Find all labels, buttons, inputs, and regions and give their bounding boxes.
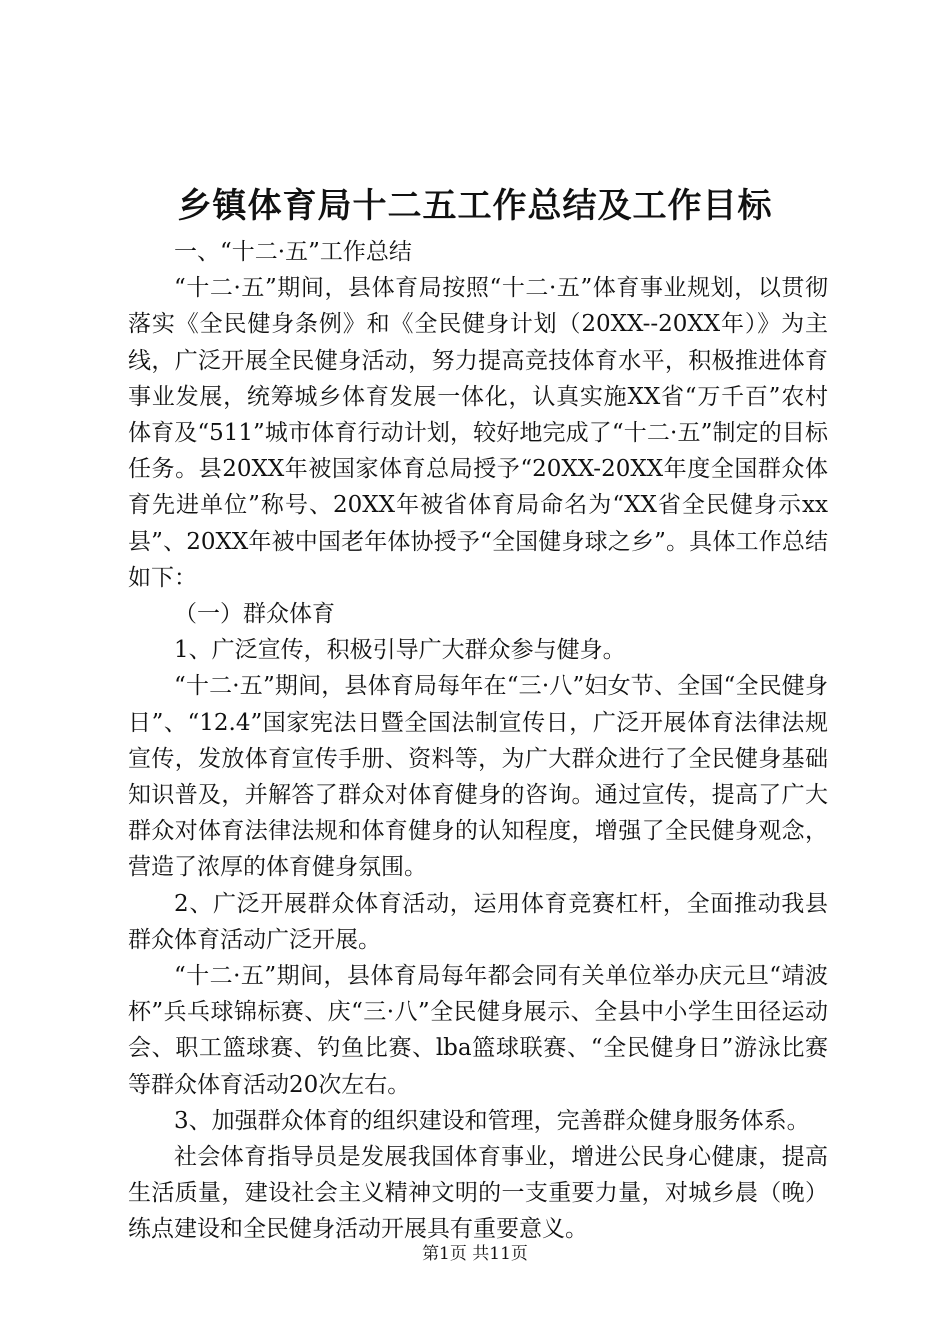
body-paragraph: “十二·五”期间，县体育局每年都会同有关单位举办庆元旦“靖波杯”兵乓球锦标赛、庆“三·八”全民健身展示、全县中小学生田径运动会、职工篮球赛、钓鱼比赛、lba篮球联赛、“全民健身日”游泳比赛等群众体育活动20次左右。 <box>128 963 828 1098</box>
body-paragraph: 社会体育指导员是发展我国体育事业，增进公民身心健康，提高生活质量，建设社会主义精神文明的一支重要力量，对城乡晨（晚）练点建设和全民健身活动开展具有重要意义。 <box>128 1144 828 1243</box>
subsection-heading: （一）群众体育 <box>174 601 335 628</box>
item-heading: 3、加强群众体育的组织建设和管理，完善群众健身服务体系。 <box>174 1107 810 1134</box>
body-paragraph: “十二·五”期间，县体育局每年在“三·八”妇女节、全国“全民健身日”、“12.4”国家宪法日暨全国法制宣传日，广泛开展体育法律法规宣传，发放体育宣传手册、资料等，为广大群众进行了全民健身基础知识普及，并解答了群众对体育健身的咨询。通过宣传，提高了广大群众对体育法律法规和体育健身的认知程度，增强了全民健身观念，营造了浓厚的体育健身氛围。 <box>128 673 828 881</box>
body-paragraph: “十二·五”期间，县体育局按照“十二·五”体育事业规划，以贯彻落实《全民健身条例》和《全民健身计划（20XX--20XX年）》为主线，广泛开展全民健身活动，努力提高竞技体育水平，积极推进体育事业发展，统筹城乡体育发展一体化，认真实施XX省“万千百”农村体育及“511”城市体育行动计划，较好地完成了“十二·五”制定的目标任务。县20XX年被国家体育总局授予“20XX-20XX年度全国群众体育先进单位”称号、20XX年被省体育局命名为“XX省全民健身示xx县”、20XX年被中国老年体协授予“全国健身球之乡”。具体工作总结如下： <box>128 275 828 591</box>
item-heading: 2、广泛开展群众体育活动，运用体育竞赛杠杆，全面推动我县群众体育活动广泛开展。 <box>128 890 828 953</box>
document-body <box>128 234 828 1248</box>
item-heading: 1、广泛宣传，积极引导广大群众参与健身。 <box>174 637 626 664</box>
page-footer: 第1页 共11页 <box>422 1244 528 1264</box>
document-title: 乡镇体育局十二五工作总结及工作目标 <box>177 186 773 226</box>
section-heading: 一、“十二·五”工作总结 <box>174 239 412 265</box>
